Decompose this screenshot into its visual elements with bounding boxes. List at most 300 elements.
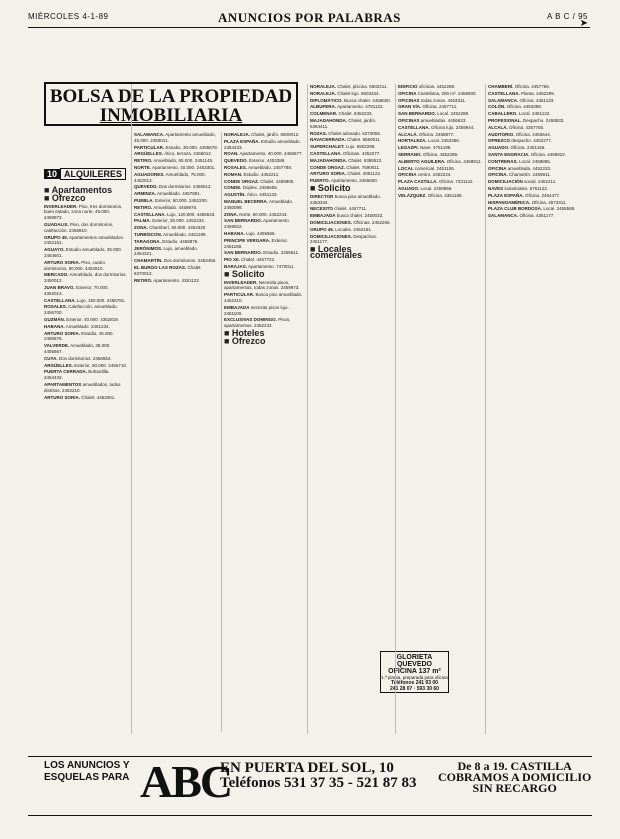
footer-address: EN PUERTA DEL SOL, 10 xyxy=(220,760,394,776)
ad-keyword: OFICINA xyxy=(398,172,417,178)
ad-text: Amueblado. 4459876. xyxy=(153,204,198,210)
classified-ad xyxy=(398,179,482,185)
ad-keyword: DOMICILIACIÓN xyxy=(488,179,523,185)
ad-keyword: MANUEL BECERRA. xyxy=(224,198,268,204)
classified-ad xyxy=(488,200,578,206)
classified-ad xyxy=(398,84,482,90)
ad-keyword: GUZMÁN. xyxy=(44,316,65,322)
ad-keyword: PARTICULAR. xyxy=(224,292,255,298)
ad-text: Exterior. 2451188. xyxy=(224,237,289,249)
ad-keyword: ARTURO SORIA. xyxy=(310,171,346,177)
classified-ad xyxy=(310,206,392,212)
ad-text: Nave. 4751199. xyxy=(420,145,452,151)
classified-ad xyxy=(134,225,218,231)
ad-keyword: PLAZA ESPAÑA. xyxy=(224,138,260,144)
ad-text: Estudio amueblado, 35.000. 2454601. xyxy=(44,247,122,258)
ad-text: Local. 2455588. xyxy=(543,206,576,212)
abc-logo: ABC xyxy=(140,756,232,807)
ad-keyword: AGUADO. xyxy=(398,185,420,191)
classified-ad xyxy=(398,111,482,117)
ad-text: Estudio, 45.000. 2455678. xyxy=(44,330,114,342)
classified-ad xyxy=(224,231,304,237)
footer-middle xyxy=(220,761,417,791)
ad-phone-2: 241 28 07 · 593 30 60 xyxy=(390,686,439,692)
ad-text: amuebladas. 4456633. xyxy=(420,117,467,123)
ad-text: Busca chalet. 4456600. xyxy=(344,97,392,103)
footer-rule xyxy=(28,815,592,816)
footer-left-line1: LOS ANUNCIOS Y xyxy=(44,760,130,771)
ad-keyword: PIO XII. xyxy=(224,257,240,263)
ad-text: Apartamento. 2459922. xyxy=(224,218,291,230)
section-ofrezco: ■ Ofrezco xyxy=(224,335,266,346)
classified-ad xyxy=(398,186,482,192)
ad-keyword: MAJADAHONDA. xyxy=(310,157,347,163)
header-rule xyxy=(28,27,590,28)
classified-ad xyxy=(44,260,128,272)
ad-text: chalet. 4457711. xyxy=(334,206,368,212)
classified-ad xyxy=(224,257,304,263)
section-hoteles: ■ Hoteles xyxy=(224,327,265,338)
ad-text: Chalet. 4459900. xyxy=(260,178,295,184)
alquileres-label: ALQUILERES xyxy=(60,168,126,180)
bolsa-line1: BOLSA DE LA PROPIEDAD xyxy=(49,86,293,107)
ad-text: Apartamentos amueblados. 2452161. xyxy=(44,234,125,246)
classified-ad xyxy=(224,250,304,256)
ad-text: Amueblado. 2450099. xyxy=(224,198,293,210)
column-divider xyxy=(131,84,132,734)
classified-ad xyxy=(224,192,304,198)
ad-text: Exterior, 60.000. 2456710. xyxy=(74,362,128,368)
ad-text: Oficina. 4351188. xyxy=(427,192,463,198)
classified-ad xyxy=(44,343,128,355)
ad-keyword: TURBÍSCON. xyxy=(134,231,162,237)
ad-keyword: NECESITO xyxy=(310,206,333,212)
ad-keyword: SAN BERNARDO. xyxy=(224,218,263,224)
ad-text: Lujo. 4455566. xyxy=(246,230,276,236)
ad-keyword: PUEBLA. xyxy=(134,197,154,203)
classified-ad xyxy=(134,165,218,171)
ad-keyword: ARTURO SORIA. xyxy=(44,394,80,400)
ad-keyword: OFICINA xyxy=(488,165,507,171)
ad-text: Chalet. 7590011. xyxy=(346,164,381,170)
ad-keyword: EL BURGO LAS ROZAS. xyxy=(134,264,187,270)
classified-ad xyxy=(310,194,392,206)
bolsa-title-box xyxy=(44,82,298,126)
ad-text: Lujo, 150.000. 2456781. xyxy=(77,297,126,303)
ad-keyword: ROAN. xyxy=(224,151,239,157)
ad-text: Locales. 2452161. xyxy=(335,226,373,232)
ad-text: Oficinas. 4452277. xyxy=(343,150,381,156)
classified-ad xyxy=(310,84,392,90)
footer-phones: Teléfonos 531 37 35 - 521 87 83 xyxy=(220,775,417,791)
ad-keyword: AGUADORES. xyxy=(134,171,165,177)
ad-text: Oficina. 4351177. xyxy=(519,213,555,219)
ad-keyword: PUERTA CERRADA. xyxy=(44,369,88,375)
classified-ad xyxy=(224,305,304,317)
ad-keyword: CASTELLANA. xyxy=(488,90,520,96)
ad-text: Chalet. 4452001. xyxy=(81,394,116,400)
ad-text: amueblados, todos distritos. 2452210. xyxy=(44,381,121,393)
ad-text: amueblada. 4452233. xyxy=(507,165,552,171)
alquileres-number: 10 xyxy=(44,169,60,179)
ad-keyword: SANTA ENGRACIA. xyxy=(488,151,530,157)
classified-ad xyxy=(134,232,218,238)
classified-ad xyxy=(44,204,128,221)
ad-keyword: CONDE. xyxy=(224,185,242,191)
ad-text: Oficina. 2456644. xyxy=(515,131,551,137)
ad-keyword: ROSALES. xyxy=(224,164,248,170)
classified-ad xyxy=(310,158,392,164)
classified-ad xyxy=(224,139,304,151)
classified-ad xyxy=(224,292,304,304)
classified-ad xyxy=(310,98,392,104)
classified-ad xyxy=(398,132,482,138)
ad-text: comercial. 2451155. xyxy=(414,165,455,171)
ad-keyword: ARGÜELLES. xyxy=(134,151,164,157)
classified-ad xyxy=(398,104,482,110)
classified-ad xyxy=(44,382,128,394)
classified-ad xyxy=(134,158,218,164)
ad-keyword: NAVES xyxy=(488,185,504,191)
classified-ad xyxy=(44,356,128,362)
classified-ad xyxy=(398,152,482,158)
classified-ad xyxy=(134,198,218,204)
ad-keyword: ARTURO SORIA. xyxy=(44,330,80,336)
bolsa-line2: INMOBILIARIA xyxy=(99,105,243,126)
ads-list xyxy=(44,204,128,401)
classified-ad xyxy=(310,131,392,137)
classified-ad xyxy=(44,285,128,297)
ad-text: despacho. 4452277. xyxy=(511,138,553,144)
classified-ad xyxy=(134,205,218,211)
ads-list xyxy=(398,84,482,199)
classified-ad xyxy=(488,172,578,178)
section-solicito: ■ Solicito xyxy=(310,182,351,193)
ad-phone: Teléfonos 241 93 00 xyxy=(391,680,438,686)
ad-keyword: HABANA. xyxy=(224,230,245,236)
classified-ad xyxy=(398,98,482,104)
ads-list xyxy=(488,84,578,219)
classified-ad xyxy=(398,118,482,124)
ad-keyword: GRUPO 45. xyxy=(44,234,69,240)
ad-text: Lujo. 6502288. xyxy=(345,144,376,150)
classified-ad xyxy=(134,212,218,218)
ad-text: Apartamento amueblado, 45.000. 2450011. xyxy=(134,132,216,143)
classified-ad xyxy=(224,280,304,292)
ad-keyword: EXCLUSIVAS DOMINGO. xyxy=(224,317,277,323)
classified-ad xyxy=(224,238,304,250)
ad-text: Oficina. 2451166. xyxy=(510,145,546,151)
ad-text: Despachos. 2451177. xyxy=(310,233,378,245)
ad-text: Exterior. 4453389. xyxy=(249,158,286,164)
ad-text: centro. 2452244. xyxy=(417,172,452,178)
classified-ad xyxy=(310,111,392,117)
ad-keyword: PRINCIPE VERGARA. xyxy=(224,237,271,243)
ad-keyword: ARMINZA. xyxy=(134,191,156,197)
ad-text: Exterior, 50.000. 2452200. xyxy=(155,197,208,203)
ad-text: Exterior, 70.000. 4352013. xyxy=(44,284,109,296)
ad-text: Oficina lujo. 2459944. xyxy=(431,124,475,130)
classified-ad xyxy=(310,118,392,130)
ad-keyword: CASTELLANA. xyxy=(310,150,342,156)
ad-keyword: PUERTO. xyxy=(310,178,330,184)
ad-text: Chalet, jardín. 6384411. xyxy=(310,117,377,129)
classified-ad xyxy=(488,166,578,172)
classified-ad xyxy=(134,246,218,258)
ad-keyword: JUAN BRAVO. xyxy=(44,284,75,290)
ad-keyword: CASTELLANA. xyxy=(134,211,166,217)
ad-heading: GLORIETA QUEVEDO xyxy=(396,654,433,668)
ad-keyword: PARTICULAR. xyxy=(134,144,165,150)
ad-text: Apartamento, 40.000. 4456677. xyxy=(239,151,303,157)
ad-keyword: SALAMANCA. xyxy=(488,213,519,219)
classified-ad xyxy=(134,172,218,184)
classified-ad xyxy=(488,138,578,144)
ad-text: necesita pisos lujo. 2451100. xyxy=(224,304,289,316)
ad-text: Oficina. 4457766. xyxy=(514,84,551,89)
ad-text: Exterior, 30.000. 2452234. xyxy=(152,218,205,224)
classified-ad xyxy=(44,304,128,316)
ad-text: Calefacción, amueblado. 2456700. xyxy=(44,304,118,316)
ad-keyword: NORALEJA. xyxy=(224,132,251,137)
ad-keyword: ZONA. xyxy=(134,225,148,231)
footer-no-charge: SIN RECARGO xyxy=(472,781,557,795)
ad-text: Chalet adosado. 6370055. xyxy=(328,130,382,136)
ad-text: industriales. 6761122. xyxy=(504,185,549,191)
ad-text: Chalet, piscina. 6502211. xyxy=(337,84,388,89)
ad-keyword: NAVACERRADA. xyxy=(310,137,346,143)
ad-text: Oficina. 2454477. xyxy=(525,192,561,198)
ad-text: Piso, tres dormitorios, buen estado, zona norte, 45.000. 2459973. xyxy=(44,203,123,221)
ad-keyword: SAN BERNARDO. xyxy=(398,111,437,117)
ad-keyword: PALMA. xyxy=(134,218,151,224)
ad-keyword: ARGÜELLES. xyxy=(44,362,74,368)
footer-left-line2: ESQUELAS PARA xyxy=(44,772,130,783)
classified-ad xyxy=(44,395,128,401)
ad-keyword: GRAN VÍA. xyxy=(398,104,422,110)
ad-text: Amueblado. 2457788. xyxy=(248,164,293,170)
ad-keyword: PLAZA CLUB BORDOSA. xyxy=(488,206,543,212)
classified-ad xyxy=(488,179,578,185)
ad-keyword: ARTURO SORIA. xyxy=(44,259,80,265)
ad-text: Chalet. 4051122. xyxy=(347,171,382,177)
classified-ad xyxy=(488,104,578,110)
classified-ad xyxy=(224,199,304,211)
classified-ad xyxy=(224,212,304,218)
ad-text: Chalet. 6370012. xyxy=(134,264,202,276)
classified-ad xyxy=(224,151,304,157)
ad-text: Oficina. 2458877. xyxy=(419,131,455,137)
ad-text: Planta. 2452299. xyxy=(521,90,556,96)
classified-ad xyxy=(310,220,392,226)
ads-list xyxy=(224,132,304,270)
classified-ad xyxy=(224,172,304,178)
ad-keyword: ALBUFERA. xyxy=(310,104,336,110)
ad-text: busca chalet. 2450033. xyxy=(336,213,384,219)
ad-keyword: COLMENAR. xyxy=(310,111,338,117)
ad-text: Oficina. 4458811. xyxy=(446,158,482,164)
column-divider xyxy=(307,84,308,734)
classified-ad xyxy=(310,144,392,150)
classified-ad xyxy=(134,278,218,284)
ad-text: Estudio, 30.000. 4455678. xyxy=(165,144,218,150)
ad-keyword: VELÁZQUEZ. xyxy=(398,192,427,198)
ads-list xyxy=(310,84,392,184)
ad-text: Pisos, apartamentos. 2452233. xyxy=(224,317,291,329)
classified-ad xyxy=(134,145,218,151)
ad-text: Estudio. 2456611. xyxy=(263,250,300,256)
classified-ad xyxy=(488,152,578,158)
ad-text: Dos dormitorios. 2456654. xyxy=(58,355,112,361)
ad-text: Piso, cuatro dormitorios, 80.000. 4452810. xyxy=(44,259,106,271)
column-3 xyxy=(224,132,304,752)
ad-keyword: NORALEJA. xyxy=(310,90,337,96)
classified-ad xyxy=(44,363,128,369)
ad-text: social. 2452211. xyxy=(524,179,557,185)
ad-keyword: QUEVEDO. xyxy=(134,184,158,190)
ad-text: Busca piso amueblado. 4452210. xyxy=(224,292,303,303)
classified-ad xyxy=(310,104,392,110)
ad-text: Dúplex. 2456655. xyxy=(242,185,279,191)
header-page: A B C / 95 xyxy=(546,12,588,21)
ad-keyword: PROFESIONAL. xyxy=(488,117,522,123)
classified-ad xyxy=(134,184,218,190)
ad-text: Chalet lujo. 6503344. xyxy=(337,90,380,96)
ad-keyword: SAN BERNARDO. xyxy=(224,250,263,256)
classified-ad xyxy=(488,159,578,165)
ad-text: Chamartín. 2459911. xyxy=(509,172,551,178)
ad-keyword: CASTELLANA. xyxy=(398,124,430,130)
column-divider xyxy=(395,84,396,734)
footer-collect: COBRAMOS A DOMICILIO xyxy=(438,770,592,784)
ad-text: Necesita pisos, apartamentos, todas zonas. 2459973. xyxy=(224,279,300,291)
ad-keyword: TARAGONA. xyxy=(134,238,161,244)
ad-keyword: SALAMANCA. xyxy=(488,97,519,103)
classified-ad xyxy=(44,331,128,343)
ad-text: Oficina. 4573311. xyxy=(531,199,567,205)
header-date: MIÉRCOLES 4-1-89 xyxy=(28,12,109,21)
footer-hours: De 8 a 19. CASTILLA xyxy=(457,759,572,773)
ad-text: Apartamento. 4781122. xyxy=(337,104,384,110)
ad-text: Oficina. 4453388. xyxy=(506,104,543,110)
ad-text: oficinas. 4452288. xyxy=(418,84,456,89)
ad-keyword: OFICINAS xyxy=(398,117,420,123)
ad-keyword: RETIRO. xyxy=(134,204,153,210)
classified-ad xyxy=(398,172,482,178)
ad-keyword: CHAMBERÍ. xyxy=(488,84,514,89)
section-solicito: ■ Solicito xyxy=(224,268,265,279)
ad-text: Oficina. 4459922. xyxy=(530,151,567,157)
column-divider xyxy=(221,132,222,732)
ad-text: Norte, 60.000. 4452244. xyxy=(239,211,288,217)
column-4 xyxy=(310,84,392,644)
classified-ad xyxy=(488,186,578,192)
classified-ad xyxy=(310,227,392,233)
ad-keyword: MERCADO. xyxy=(44,272,69,278)
footer-left xyxy=(44,760,130,784)
ad-keyword: GUADALIX. xyxy=(44,221,69,227)
ad-keyword: ALBERTO AGUILERA. xyxy=(398,158,446,164)
ad-text: Local. 2452288. xyxy=(437,111,470,117)
classified-ad xyxy=(134,239,218,245)
ad-text: Dos dormitorios. 2453456. xyxy=(163,258,217,264)
ad-keyword: BARAJAS. xyxy=(224,263,248,269)
ad-keyword: CASTELLANA. xyxy=(44,297,76,303)
ad-text: Local. 2453366. xyxy=(427,138,460,144)
classified-ad xyxy=(310,213,392,219)
ad-text: Oficina. 4351133. xyxy=(519,97,555,103)
ad-text: Buhardilla. 2454433. xyxy=(44,369,110,381)
ad-text: Despacho. 2458833. xyxy=(523,117,565,123)
ad-keyword: INVERLEADER. xyxy=(44,203,78,209)
ad-keyword: OFICINA. xyxy=(488,172,508,178)
section-locales: ■ Locales comerciales xyxy=(310,244,363,260)
classified-ad xyxy=(488,84,578,90)
arrow-icon: ➤ xyxy=(579,18,588,29)
classified-ad xyxy=(310,151,392,157)
ad-keyword: PLAZA ESPAÑA. xyxy=(488,192,524,198)
ad-keyword: RETIRO. xyxy=(134,277,153,283)
ad-keyword: ZONA. xyxy=(224,211,238,217)
classified-ad xyxy=(134,258,218,264)
ad-keyword: HORTALEZA. xyxy=(398,138,427,144)
ad-keyword: QUEVEDO. xyxy=(224,158,248,164)
ad-text: Chamberí, 55.000. 4453320. xyxy=(149,225,207,231)
ad-text: Estudio. 4452211. xyxy=(243,171,280,177)
ad-keyword: CUYA. xyxy=(44,355,58,361)
ad-keyword: NORALEJA. xyxy=(310,84,337,89)
ad-text: Oficina. 7331122. xyxy=(438,179,474,185)
classified-ad xyxy=(488,213,578,219)
ad-text: Local. 2459966. xyxy=(420,185,453,191)
ad-keyword: NORTE. xyxy=(134,164,152,170)
ad-text: Apartamento. 7470011. xyxy=(248,263,295,269)
ad-keyword: RETIRO. xyxy=(134,158,153,164)
ad-text: Local. 2451122. xyxy=(518,111,551,117)
ad-keyword: OFREZCO xyxy=(488,138,510,144)
ad-keyword: COLÓN. xyxy=(488,104,506,110)
classified-ad xyxy=(488,206,578,212)
ad-text: Oficinas. 2452266. xyxy=(353,219,391,225)
classified-ad xyxy=(398,166,482,172)
ad-keyword: MAJADAHONDA. xyxy=(310,117,347,123)
ad-keyword: GRUPO 45. xyxy=(310,226,335,232)
ad-keyword: ROMAN. xyxy=(224,171,243,177)
ad-text: Oficina. 4357755. xyxy=(509,124,545,130)
alquileres-heading xyxy=(44,168,128,182)
classified-ad xyxy=(44,235,128,247)
ad-keyword: DIRECTOR xyxy=(310,193,334,199)
ad-keyword: CONTRERAS. xyxy=(488,158,518,164)
classified-ad xyxy=(44,298,128,304)
ad-keyword: DIPLOMÁTICO. xyxy=(310,97,343,103)
ad-keyword: AGUSTÍN. xyxy=(224,192,246,198)
ad-keyword: CONDE ORGAZ. xyxy=(310,164,346,170)
ads-list xyxy=(134,132,218,283)
classified-ad xyxy=(134,132,218,144)
classified-ad xyxy=(224,158,304,164)
ad-text: Lujo, 120.000. 4456543. xyxy=(167,211,216,217)
ad-keyword: OFICINAS xyxy=(398,97,420,103)
ad-text: Castellana, 200 m². 2456600. xyxy=(417,90,477,96)
classified-ad xyxy=(44,222,128,234)
classified-ad xyxy=(134,191,218,197)
classified-ad xyxy=(488,125,578,131)
classified-ad xyxy=(44,247,128,259)
ad-keyword: APARTAMENTOS xyxy=(44,381,82,387)
ad-text: Apartamento. 2456600. xyxy=(330,178,378,184)
column-1 xyxy=(44,186,128,752)
